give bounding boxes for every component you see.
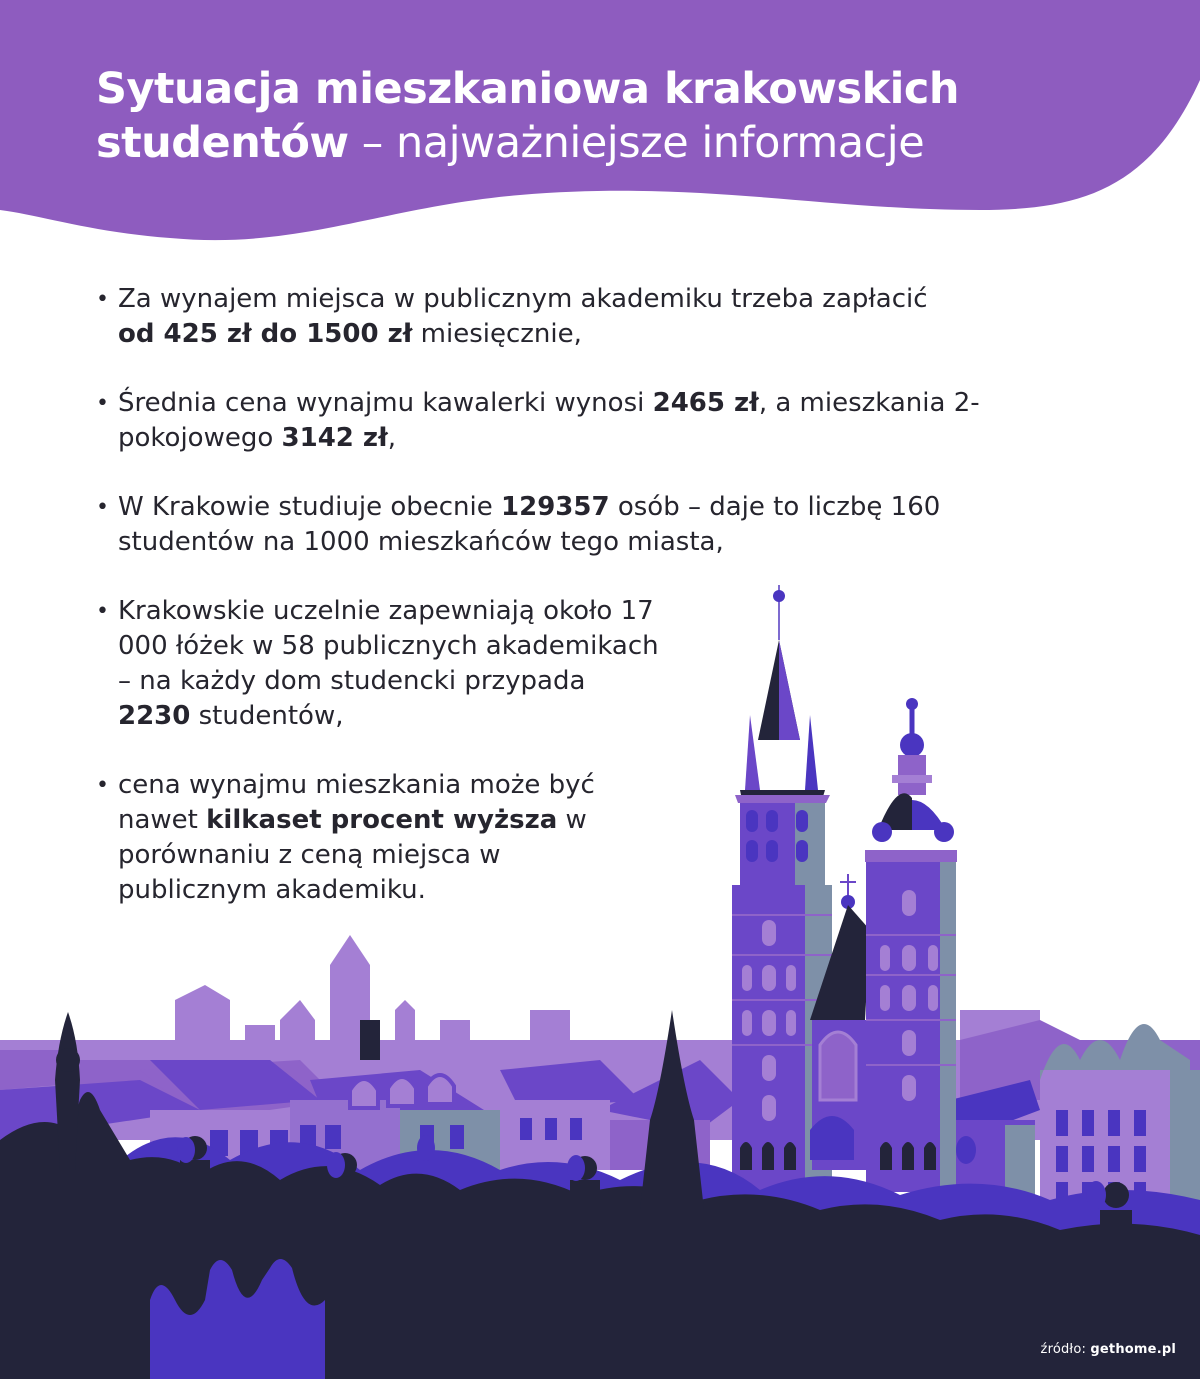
page-title bbox=[96, 62, 1096, 170]
source-site: gethome.pl bbox=[1090, 1342, 1176, 1357]
krakow-skyline-illustration bbox=[0, 580, 1200, 1379]
fact-item-price-comparison: • cena wynajmu mieszkania może być nawet kilkaset procent wyższa w porównaniu z ceną miejsca w publicznym akademiku. bbox=[96, 768, 656, 908]
fact-item-dorm-beds: • Krakowskie uczelnie zapewniają około 17 000 łóżek w 58 publicznych akademikach – na każdy dom studencki przypada 2230 studentów, bbox=[96, 594, 666, 734]
fact-item-rent-price: • Średnia cena wynajmu kawalerki wynosi 2465 zł, a mieszkania 2-pokojowego 3142 zł, bbox=[96, 386, 1056, 456]
fact-item-dorm-price: • Za wynajem miejsca w publicznym akademiku trzeba zapłacić od 425 zł do 1500 zł miesięcznie, bbox=[96, 282, 1056, 352]
title-light: – najważniejsze informacje bbox=[348, 118, 925, 168]
title-bold-line1: Sytuacja mieszkaniowa krakowskich bbox=[96, 64, 960, 114]
source-credit bbox=[1041, 1342, 1176, 1357]
fact-item-student-count: • W Krakowie studiuje obecnie 129357 osób – daje to liczbę 160 studentów na 1000 mieszkańców tego miasta, bbox=[96, 490, 996, 560]
title-bold-line2: studentów bbox=[96, 118, 349, 168]
source-label: źródło: bbox=[1040, 1342, 1091, 1357]
